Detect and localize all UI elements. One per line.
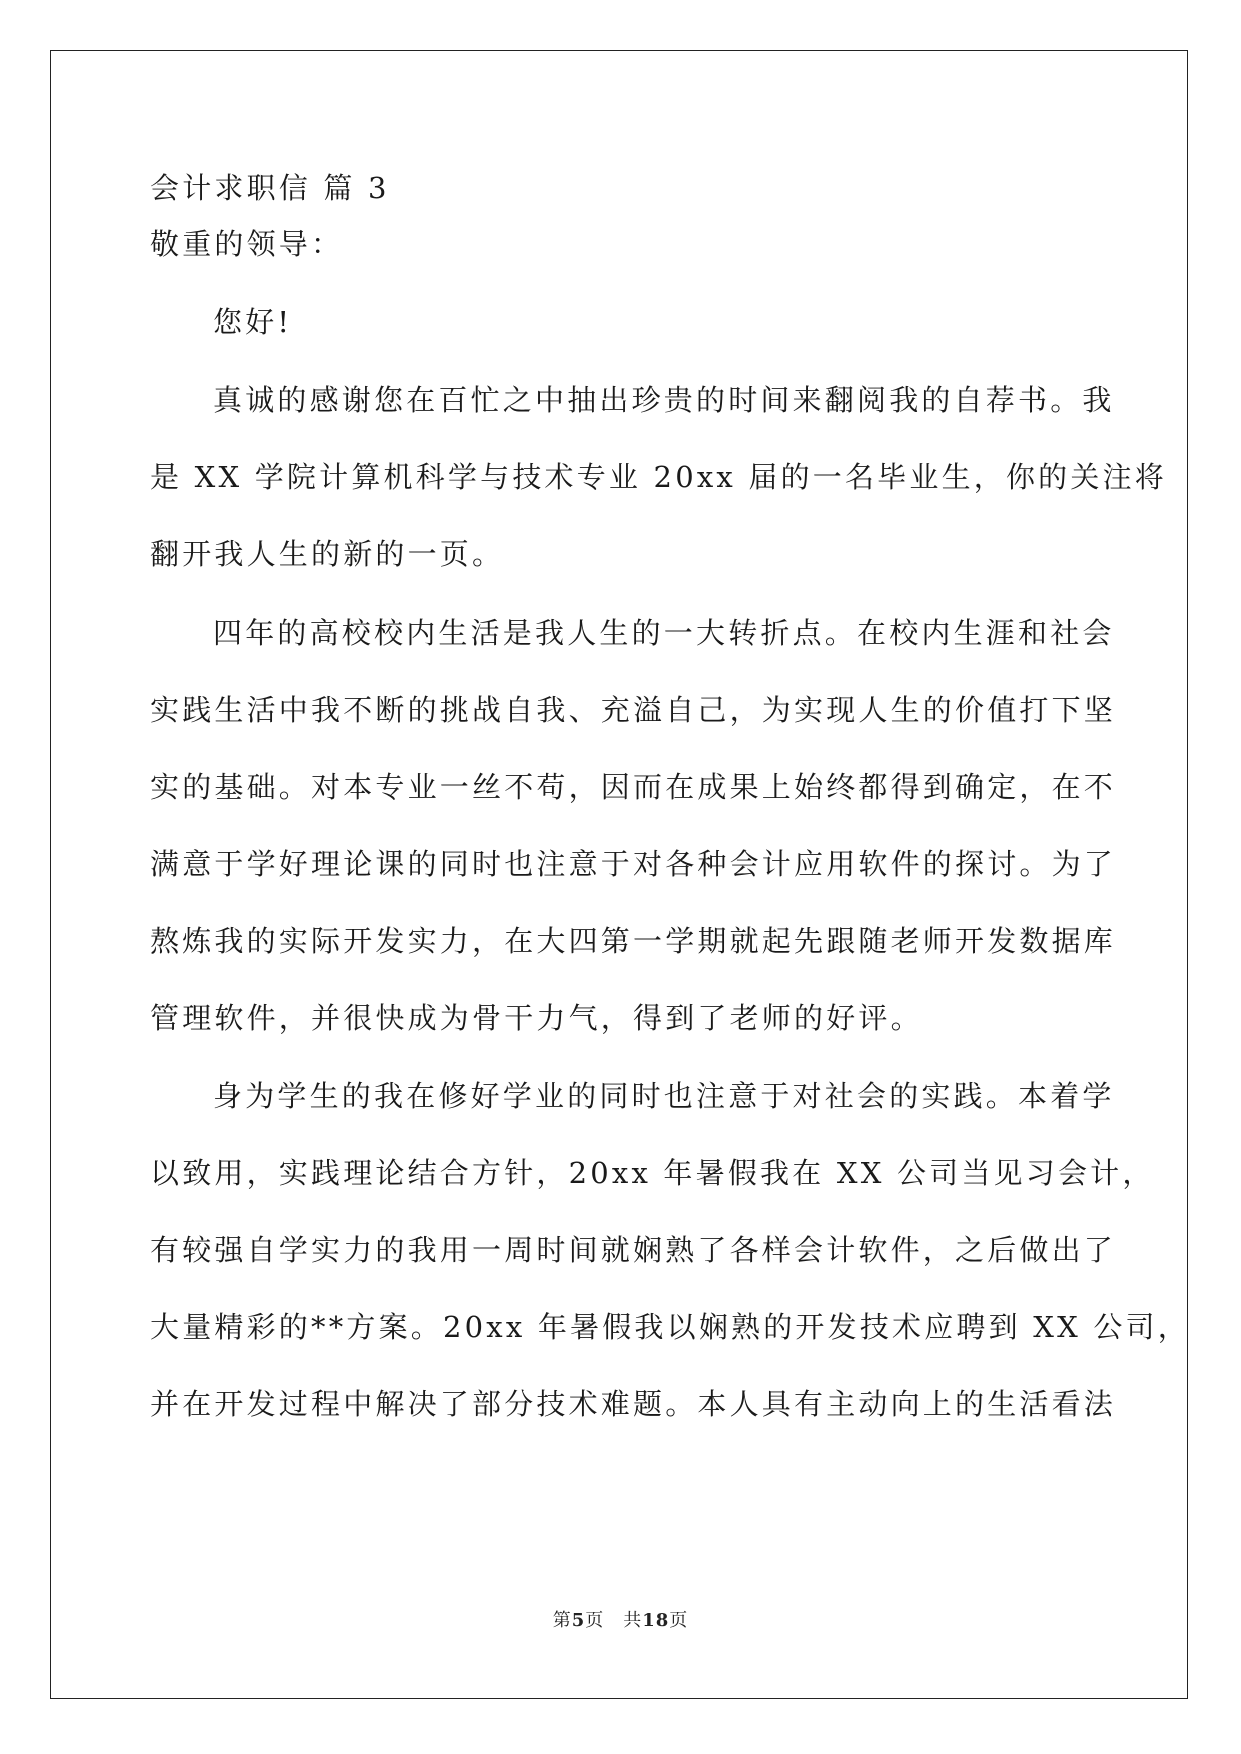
- page-mid: 页 共: [585, 1610, 643, 1631]
- text-line: 以致用，实践理论结合方针，20xx 年暑假我在 XX 公司当见习会计，: [150, 1156, 1155, 1190]
- page-number: 5: [571, 1610, 586, 1631]
- page-suffix: 页: [669, 1610, 689, 1631]
- letter-salutation: 敬重的领导：: [150, 227, 344, 261]
- letter-greeting: 您好!: [213, 305, 293, 339]
- letter-heading: 会计求职信 篇 3: [150, 171, 390, 205]
- text-line: 管理软件，并很快成为骨干力气，得到了老师的好评。: [150, 1001, 923, 1035]
- text-line: 是 XX 学院计算机科学与技术专业 20xx 届的一名毕业生，你的关注将: [150, 460, 1167, 494]
- page-footer: [0, 1606, 1241, 1632]
- text-line: 并在开发过程中解决了部分技术难题。本人具有主动向上的生活看法: [150, 1387, 1117, 1421]
- page-prefix: 第: [552, 1610, 572, 1631]
- text-line: 大量精彩的**方案。20xx 年暑假我以娴熟的开发技术应聘到 XX 公司，: [150, 1310, 1190, 1344]
- text-line: 满意于学好理论课的同时也注意于对各种会计应用软件的探讨。为了: [150, 847, 1117, 881]
- text-line: 四年的高校校内生活是我人生的一大转折点。在校内生涯和社会: [213, 616, 1115, 650]
- text-line: 有较强自学实力的我用一周时间就娴熟了各样会计软件，之后做出了: [150, 1233, 1117, 1267]
- text-line: 真诚的感谢您在百忙之中抽出珍贵的时间来翻阅我的自荐书。我: [213, 383, 1115, 417]
- text-line: 熬炼我的实际开发实力，在大四第一学期就起先跟随老师开发数据库: [150, 924, 1117, 958]
- text-line: 身为学生的我在修好学业的同时也注意于对社会的实践。本着学: [213, 1079, 1115, 1113]
- text-line: 实践生活中我不断的挑战自我、充溢自己，为实现人生的价值打下坚: [150, 693, 1117, 727]
- page-total: 18: [642, 1610, 670, 1631]
- text-line: 翻开我人生的新的一页。: [150, 537, 505, 571]
- text-line: 实的基础。对本专业一丝不苟，因而在成果上始终都得到确定，在不: [150, 770, 1117, 804]
